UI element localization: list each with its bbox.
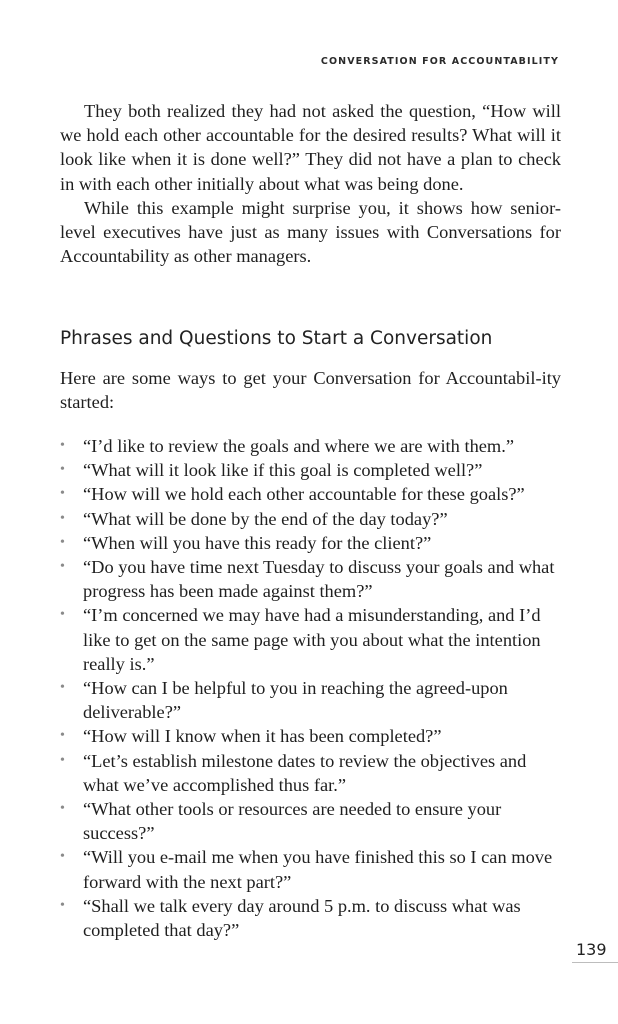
list-item (60, 603, 565, 676)
page-number: 139 (576, 940, 607, 959)
bullet-icon: • (60, 462, 65, 478)
running-head: CONVERSATION FOR ACCOUNTABILITY (320, 56, 559, 67)
intro-paragraph-block (60, 366, 561, 414)
phrase-list (60, 434, 565, 942)
bullet-icon: • (60, 801, 65, 817)
bullet-icon: • (60, 752, 65, 768)
bullet-icon: • (60, 510, 65, 526)
bullet-icon: • (60, 607, 65, 623)
list-item-text: “What will be done by the end of the day today?” (83, 508, 448, 529)
list-item-text: “How will we hold each other accountable for these goals?” (83, 484, 525, 505)
list-item (60, 724, 565, 748)
bullet-icon: • (60, 559, 65, 575)
list-item-text: “What will it look like if this goal is completed well?” (83, 460, 483, 481)
bullet-icon: • (60, 438, 65, 453)
page-number-rule (572, 962, 618, 963)
list-item-text: “I’m concerned we may have had a misunderstanding, and I’d like to get on the same page with you about what the intention really is.” (83, 605, 541, 674)
bullet-icon: • (60, 897, 65, 913)
list-item-text: “Let’s establish milestone dates to review the objectives and what we’ve accomplished thus far.” (83, 750, 527, 795)
list-item-text: “How can I be helpful to you in reaching the agreed-upon deliverable?” (83, 678, 508, 723)
list-item (60, 676, 565, 724)
bullet-icon: • (60, 534, 65, 550)
list-item-text: “Will you e-mail me when you have finished this so I can move forward with the next part?” (83, 847, 553, 892)
list-item (60, 555, 565, 603)
bullet-icon: • (60, 728, 65, 744)
list-item (60, 482, 565, 506)
list-item-text: “Shall we talk every day around 5 p.m. to discuss what was completed that day?” (83, 895, 521, 941)
list-item-text: “Do you have time next Tuesday to discuss your goals and what progress has been made against them?” (83, 557, 555, 602)
list-item (60, 531, 565, 555)
paragraph: They both realized they had not asked the question, “How will we hold each other accountable for the desired results? What will it look like when it is done well?” They did not have a plan to check in with each other initially about what was being done. (60, 101, 561, 194)
list-item (60, 797, 565, 845)
bullet-icon: • (60, 680, 65, 696)
list-item (60, 749, 565, 797)
list-item-text: “I’d like to review the goals and where we are with them.” (83, 436, 514, 456)
list-item-text: “What other tools or resources are needed to ensure your success?” (83, 799, 502, 844)
list-item-text: “How will I know when it has been completed?” (83, 726, 442, 747)
bullet-icon: • (60, 849, 65, 865)
list-item (60, 434, 565, 458)
list-item (60, 894, 565, 942)
intro-paragraph: Here are some ways to get your Conversation for Accountabil-ity started: (60, 368, 561, 413)
section-heading: Phrases and Questions to Start a Conversation (60, 328, 493, 349)
list-item (60, 458, 565, 482)
bullet-icon: • (60, 486, 65, 502)
list-item (60, 845, 565, 893)
list-item-text: “When will you have this ready for the client?” (83, 532, 432, 553)
body-paragraphs (60, 99, 561, 268)
paragraph: While this example might surprise you, it shows how senior-level executives have just as many issues with Conversations for Accountability as other managers. (60, 197, 561, 267)
list-item (60, 507, 565, 531)
